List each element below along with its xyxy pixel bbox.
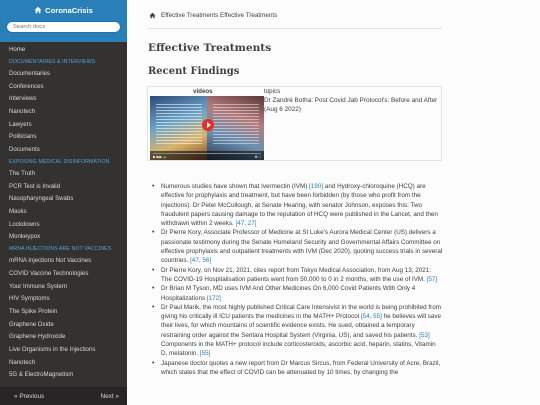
list-item-text: Dr Brian M Tyson, MD uses IVM And Other Medicines On 6,000 Covid Patients With Only 4 Hospitalizations [161,285,416,302]
brand-title: CoronaCrisis [45,5,93,15]
reference-link[interactable]: [53] [419,331,430,339]
breadcrumb-text: Effective Treatments Effective Treatments [161,12,278,19]
sidebar-caption: MRNA INJECTIONS ARE NOT VACCINES [9,246,112,252]
column-header-topics: topics [264,88,281,95]
video-progress-bar[interactable] [153,153,261,154]
list-item-text: Dr Pierre Kory, on Nov 21, 2021, cites report from Tokyo Medical Association, from Aug 13, 2021: The COVID-19 Hospitalisation patients went from 50,000 to 0 in 2 months, with the use of IVM. [161,266,431,283]
sidebar-item[interactable]: Conferences [9,82,44,90]
list-item-text: and Hydroxy-chloroquine (HCQ) are effective for prophylaxis and treatment, but have been forbidden (by those who profit from the injections). Dr Peter McCullough, at Senate Hearing, with senator Johnson, exposes this: Two fraudulent papers causing damage to the reputation of HCQ were published in the Lancet, and then withdrawn within 2 weeks. [161,183,438,228]
previous-button[interactable]: « Previous [14,392,45,400]
topic-link[interactable]: Dr Zandré Botha: Post Covid Jab Protocol's: Before and After (Aug 6 2022) [264,97,438,113]
sidebar-item[interactable]: Nanotech [9,358,36,366]
list-item [161,303,443,359]
home-icon[interactable] [149,12,156,19]
reference-link[interactable]: [172] [206,294,221,302]
reference-link[interactable]: [57] [426,275,438,283]
sidebar-item[interactable]: Home [9,46,26,53]
sidebar-caption: EXPOSING MEDICAL DISINFORMATION [9,158,110,165]
sidebar-item[interactable]: Lockdowns [9,220,40,228]
sidebar-item[interactable]: Nasopharyngeal Swabs [9,195,74,203]
sidebar-nav [0,42,127,382]
sidebar-item[interactable]: Live Organisms in the Injections [9,346,96,353]
list-item-text: Numerous studies have shown that Ivermectin (IVM) [161,183,310,190]
sidebar-item[interactable]: Nanotech [9,107,36,115]
sidebar-item[interactable]: Politicians [9,133,37,141]
sidebar-item[interactable]: HIV Symptoms [9,295,50,303]
list-item [161,228,443,265]
sidebar-item[interactable]: mRNA Injections Not Vaccines [9,257,92,265]
findings-table [147,86,442,161]
next-button[interactable]: Next » [100,392,119,400]
search-input[interactable] [6,21,121,33]
sidebar-footer [0,387,127,405]
sidebar-item[interactable]: 5G & ElectroMagnetism [9,371,74,379]
list-item-text: Dr Pierre Kory, Associate Professor of Medicine at St Luke's Aurora Medical Center (US) delivers a passionate testimony during the Senate Homeland Security and Governmental Affairs Committee on effective prophylaxis and outpatient treatments with IVM (Dec 2020), quoting success trials in several countries. [161,229,443,265]
sidebar-item[interactable]: The Truth [9,169,36,177]
sidebar-item[interactable]: Your Immune System [9,282,68,290]
list-item [161,284,443,303]
list-item-text: Dr Paul Marik, the most highly published Critical Care Intensivist in the world is being prohibited from giving his critically ill ICU patients the medicines in the MATH+ Protocol [161,303,441,321]
play-icon[interactable] [202,119,214,131]
video-controls [150,151,264,160]
sidebar-item[interactable]: PCR Test is Invalid [9,182,61,190]
sidebar-item[interactable]: Lawyers [9,120,32,128]
reference-link[interactable]: [47, 27] [235,220,257,228]
list-item [161,266,443,285]
column-header-videos: videos [193,88,213,95]
sidebar [0,0,127,405]
sidebar-item[interactable]: Documents [9,146,40,153]
video-settings-icons[interactable]: ⚙ ⛶ [254,155,261,159]
reference-link[interactable]: [55] [199,350,211,358]
sidebar-item[interactable]: The Spike Protein [9,307,58,315]
sidebar-item[interactable]: Documentaries [9,69,50,77]
sidebar-header [0,0,127,42]
sidebar-item[interactable]: Graphene Hydroxide [9,333,66,341]
list-item [161,182,443,228]
video-play-controls-icon[interactable]: ▶ ▶▶ 🔈 [153,155,168,159]
sidebar-item[interactable]: COVID Vaccine Technologies [9,269,89,277]
section-title: Recent Findings [148,66,240,77]
reference-link[interactable]: [190] [309,183,324,190]
reference-link[interactable]: [47, 56] [190,257,212,265]
list-item-text: Japanese doctor quotes a new report from Dr Marcus Sircus, from Federal University of Acre, Brazil, which states that the effect of COVID can be attenuated by 10 times, by changing the [161,359,441,376]
video-thumbnail-text-right [213,104,259,144]
video-thumbnail-text-left [156,104,202,144]
findings-list [161,182,443,377]
sidebar-item[interactable]: Interviews [9,95,37,103]
page-title: Effective Treatments [148,42,272,54]
video-player[interactable] [150,96,264,160]
home-icon [34,6,42,14]
list-item-text: he believes will save their lives, for which mountains of scientific evidence exists. He sued, obtained a temporary restraining order against the Sentara Hospital System (Virginia, US), and saved his patients. [161,313,442,339]
sidebar-item[interactable]: Masks [9,207,27,215]
list-item-text: Components in the MATH+ protocol include corticosteroids, ascorbic acid, heparin, statins, Vitamin D, melatonin. [161,341,436,358]
breadcrumb [149,12,277,19]
main-content [127,0,540,405]
sidebar-caption: DOCUMENTARIES & INTERVIEWS [9,58,96,65]
divider [147,28,442,29]
reference-link[interactable]: [54, 55] [360,313,382,321]
list-item [161,359,443,378]
brand-link[interactable] [0,5,127,15]
sidebar-item[interactable]: Monkeypox [9,233,41,241]
sidebar-item[interactable]: Graphene Oxide [9,320,54,328]
